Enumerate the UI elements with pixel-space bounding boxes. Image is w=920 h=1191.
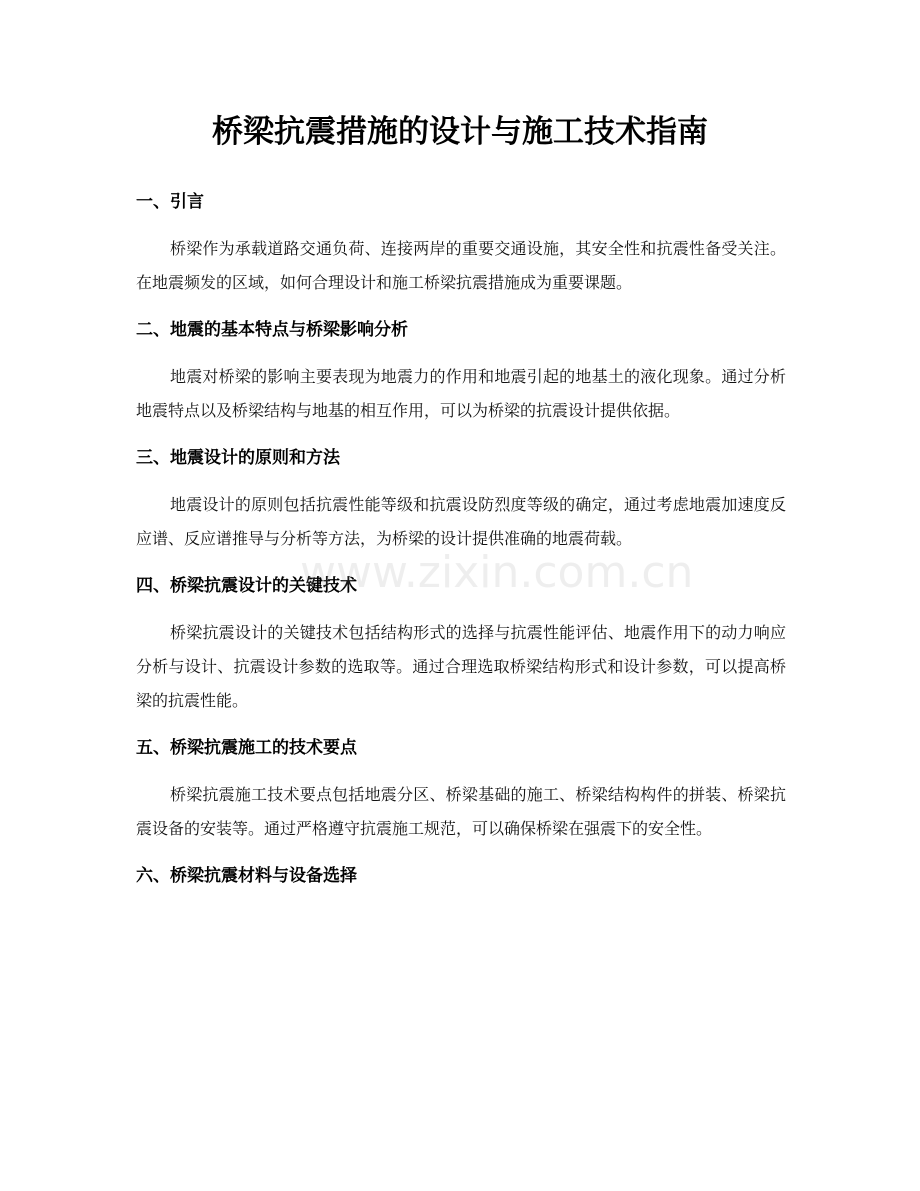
section-heading-1: 一、引言 [136, 192, 204, 212]
section-body-3: 地震设计的原则包括抗震性能等级和抗震设防烈度等级的确定，通过考虑地震加速度反应谱、反应谱推导与分析等方法，为桥梁的设计提供准确的地震荷载。 [136, 495, 786, 548]
section-body-2: 地震对桥梁的影响主要表现为地震力的作用和地震引起的地基土的液化现象。通过分析地震特点以及桥梁结构与地基的相互作用，可以为桥梁的抗震设计提供依据。 [136, 367, 786, 420]
section-heading-6: 六、桥梁抗震材料与设备选择 [136, 866, 357, 886]
section-heading-3: 三、地震设计的原则和方法 [136, 448, 340, 468]
section-body-4: 桥梁抗震设计的关键技术包括结构形式的选择与抗震性能评估、地震作用下的动力响应分析与设计、抗震设计参数的选取等。通过合理选取桥梁结构形式和设计参数，可以提高桥梁的抗震性能。 [136, 623, 786, 710]
section-body-1: 桥梁作为承载道路交通负荷、连接两岸的重要交通设施，其安全性和抗震性备受关注。在地震频发的区域，如何合理设计和施工桥梁抗震措施成为重要课题。 [136, 239, 786, 292]
section-heading-2: 二、地震的基本特点与桥梁影响分析 [136, 320, 408, 340]
section-body-5: 桥梁抗震施工技术要点包括地震分区、桥梁基础的施工、桥梁结构构件的拼装、桥梁抗震设备的安装等。通过严格遵守抗震施工规范，可以确保桥梁在强震下的安全性。 [136, 785, 786, 838]
section-heading-4: 四、桥梁抗震设计的关键技术 [136, 576, 357, 596]
watermark: www.zixin.com.cn [300, 547, 694, 598]
document-title: 桥梁抗震措施的设计与施工技术指南 [212, 114, 708, 150]
section-heading-5: 五、桥梁抗震施工的技术要点 [136, 738, 357, 758]
document-content [136, 184, 786, 894]
